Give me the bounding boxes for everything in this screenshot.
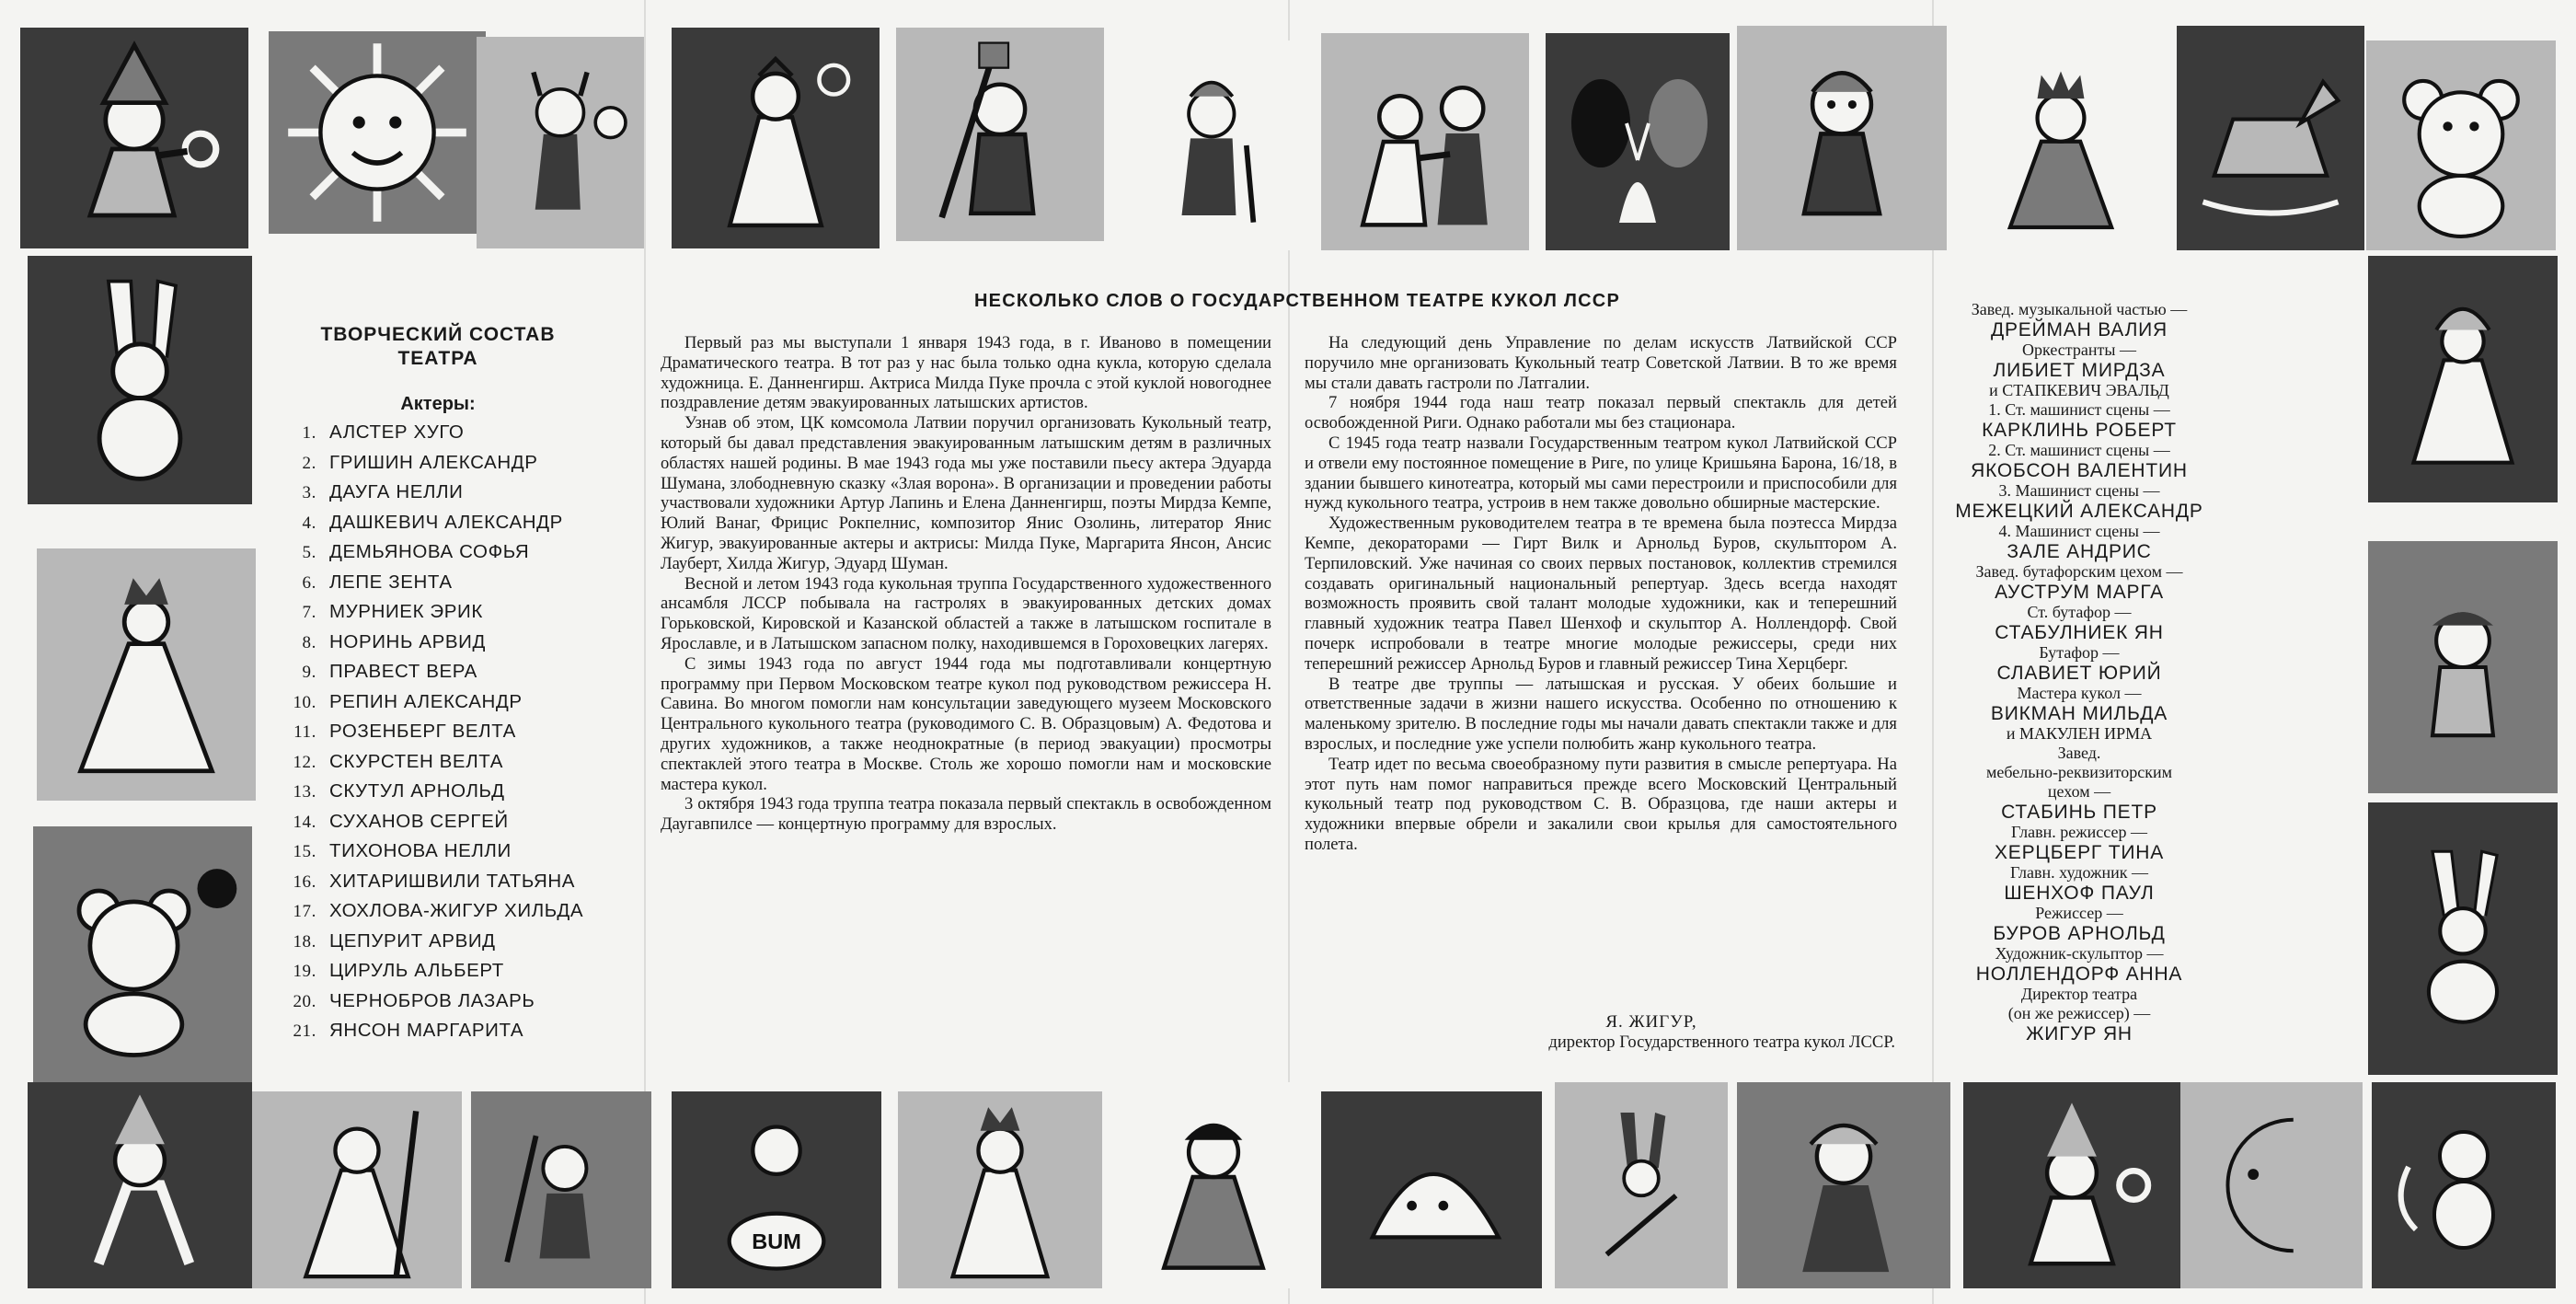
actor-item	[293, 478, 642, 508]
king-with-crown-icon	[1963, 40, 2158, 250]
actor-item	[293, 987, 642, 1017]
actor-item	[293, 717, 642, 747]
actor-name: ДЕМЬЯНОВА СОФЬЯ	[329, 541, 530, 562]
cast-heading-line2: ТЕАТРА	[397, 348, 478, 369]
actor-number: 11.	[293, 722, 316, 742]
article-paragraph: В театре две труппы — латышская и русская. У обеих большие и ответственные задачи в жизни нашего искусства. Особенно по отношению к маленькому зрителю. В последние годы мы начали давать спектакли также и для взрослых, и последние уже успели полюбить жанр кукольного театра.	[1305, 674, 1897, 754]
dancing-couple-icon	[1321, 33, 1529, 250]
actor-name: СКУТУЛ АРНОЛЬД	[329, 780, 505, 802]
faces-with-fountain-icon	[1546, 33, 1730, 250]
actor-number: 9.	[302, 663, 316, 682]
crew-name: МЕЖЕЦКИЙ АЛЕКСАНДР	[1955, 501, 2203, 522]
actor-number: 16.	[293, 871, 316, 892]
actor-item	[293, 837, 642, 867]
article-paragraph: Театр идет по весьма своеобразному пути развития в смысле репертуара. На этот путь нам помог направиться прежде всего Московский Центральный кукольный театр под руководством С. В. Образцова, где наши актеры и художники впервые обрели и закалили свои крылья для самостоятельного полета.	[1305, 754, 1897, 854]
actor-number: 17.	[293, 902, 316, 921]
crew-name: СЛАВИЕТ ЮРИЙ	[1996, 663, 2162, 684]
crew-role: Режиссер —	[2035, 904, 2123, 922]
crew-name: ДРЕЙМАН ВАЛИЯ	[1990, 319, 2168, 340]
crew-role: Ст. бутафор —	[2027, 603, 2132, 621]
crew-role: (он же режиссер) —	[2007, 1004, 2151, 1022]
article-paragraph: Узнав об этом, ЦК комсомола Латвии поручил организовать Кукольный театр, который бы давал представления эвакуированным латышским детям в различных областях нашей родины. В мае 1943 года мы уже поставили пьесу актера Эдуарда Шумана, злободневную сказку «Злая ворона». В организации и проведении работы участвовали художники Артур Лапинь и Елена Данненгирш, поэты Мирдза Кемпе, Юлий Ванаг, Фрицис Рокпелнис, композитор Янис Озолинь, литератор Янис Жигур, эвакуированные актеры и актрисы: Милда Пуке, Маргарита Янсон, Ансис Лауберт, Хилда Жигур, Эдуард Шуман.	[661, 413, 1271, 573]
actor-number: 2.	[302, 453, 316, 473]
actor-number: 18.	[293, 931, 316, 952]
crew-role: 3. Машинист сцены —	[1998, 481, 2160, 500]
actor-name: ЛЕПЕ ЗЕНТА	[329, 571, 453, 593]
actors-label: Актеры:	[400, 394, 476, 414]
crew-role: и СТАПКЕВИЧ ЭВАЛЬД	[1989, 381, 2169, 399]
actor-name: ТИХОНОВА НЕЛЛИ	[329, 840, 512, 861]
article-paragraph: Первый раз мы выступали 1 января 1943 года, в г. Иваново в помещении Драматического театра. В тот раз у нас была только одна кукла, которую сделала художница. Е. Данненгирш. Актриса Милда Пуке прочла с этой куклой новогоднее поздравление детям эвакуированных латышских артистов.	[661, 333, 1271, 413]
svg-text:BUM: BUM	[752, 1229, 801, 1254]
crew-name: СТАБУЛНИЕК ЯН	[1995, 622, 2164, 643]
crew-role: Мастера кукол —	[2017, 684, 2142, 702]
crew-role: Завед. музыкальной частью —	[1971, 300, 2188, 318]
doll-in-dress-icon	[1106, 1082, 1321, 1288]
princess-kokoshnik-icon	[2368, 256, 2558, 502]
actor-item	[293, 807, 642, 837]
crew-role: 4. Машинист сцены —	[1998, 522, 2160, 540]
gnome-with-key-icon	[1963, 1082, 2180, 1288]
actor-name: МУРНИЕК ЭРИК	[329, 601, 483, 622]
teddy-bear-icon	[2366, 40, 2556, 250]
article-paragraph: На следующий день Управление по делам искусств Латвийской ССР поручило мне организовать Кукольный театр Советской Латвии. В то же время мы стали давать гастроли по Латгалии.	[1305, 333, 1897, 393]
cast-heading: ТВОРЧЕСКИЙ СОСТАВ	[320, 324, 556, 345]
actor-item	[293, 568, 642, 598]
boy-with-shovel-icon	[471, 1091, 651, 1288]
crew-role: 2. Ст. машинист сцены —	[1988, 441, 2170, 459]
actor-item	[293, 747, 642, 778]
actor-item	[293, 657, 642, 687]
actor-number: 20.	[293, 991, 316, 1011]
rabbit-icon	[28, 256, 252, 504]
crew-role: Завед. бутафорским цехом —	[1975, 562, 2183, 581]
actor-name: СУХАНОВ СЕРГЕЙ	[329, 810, 509, 832]
actor-name: ХИТАРИШВИЛИ ТАТЬЯНА	[329, 870, 576, 892]
actor-item	[293, 448, 642, 479]
article-paragraph: 7 ноября 1944 года наш театр показал первый спектакль для детей освобожденной Риги. Однако работали мы без стационара.	[1305, 393, 1897, 433]
actor-number: 3.	[302, 483, 316, 502]
actor-item	[293, 508, 642, 538]
crew-role: Бутафор —	[2039, 643, 2120, 662]
actor-number: 12.	[293, 752, 316, 772]
article-column-2	[1305, 333, 1897, 855]
crew-role: Оркестранты —	[2022, 340, 2136, 359]
actor-name: ДАШКЕВИЧ АЛЕКСАНДР	[329, 511, 563, 533]
actors-list	[293, 418, 642, 1046]
actor-item	[293, 687, 642, 718]
crew-role: Художник-скульптор —	[1995, 944, 2164, 963]
actor-name: РОЗЕНБЕРГ ВЕЛТА	[329, 721, 516, 742]
actor-name: ХОХЛОВА-ЖИГУР ХИЛЬДА	[329, 900, 584, 921]
knight-with-spear-icon	[252, 1091, 462, 1288]
actor-item	[293, 867, 642, 897]
sun-face-icon	[269, 31, 486, 234]
crew-name: НОЛЛЕНДОРФ АННА	[1975, 964, 2183, 985]
actor-item	[293, 927, 642, 957]
rabbit-with-dots-icon	[2368, 802, 2558, 1075]
clown-running-icon	[28, 1082, 252, 1288]
crew-name: ЗАЛЕ АНДРИС	[2007, 541, 2152, 562]
actor-name: АЛСТЕР ХУГО	[329, 421, 465, 443]
crew-role: и МАКУЛЕН ИРМА	[2006, 724, 2153, 743]
crew-name: ВИКМАН МИЛЬДА	[1990, 703, 2168, 724]
teddy-bear-with-rose-icon	[33, 826, 252, 1082]
actor-item	[293, 1016, 642, 1046]
article-title: НЕСКОЛЬКО СЛОВ О ГОСУДАРСТВЕННОМ ТЕАТРЕ КУКОЛ ЛССР	[974, 291, 1620, 311]
crew-role: 1. Ст. машинист сцены —	[1988, 400, 2170, 419]
crew-role: Завед.	[2057, 744, 2101, 762]
actor-item	[293, 896, 642, 927]
actor-name: ГРИШИН АЛЕКСАНДР	[329, 451, 538, 473]
article-paragraph: С зимы 1943 года по август 1944 года мы подготавливали концертную программу при Первом Московском театре кукол под руководством режиссера Н. Савина. Во многом помогли нам консультации заведующего музеем Московского Центрального кукольного театра (руководимого С. В. Образцовым) А. Федотова и других художников, а также неоднократные (в период эвакуации) просмотры спектаклей этого театра в Москве. Столь же хорошо помогли нам и московские мастера кукол.	[661, 653, 1271, 794]
crew-name: БУРОВ АРНОЛЬД	[1993, 923, 2166, 944]
actor-number: 15.	[293, 842, 316, 861]
actor-name: ЦИРУЛЬ АЛЬБЕРТ	[329, 960, 504, 981]
actor-number: 6.	[302, 572, 316, 593]
crew-name: ХЕРЦБЕРГ ТИНА	[1994, 842, 2165, 863]
actor-name: РЕПИН АЛЕКСАНДР	[329, 690, 523, 712]
girl-doll-icon	[1737, 26, 1947, 250]
moon-face-icon	[2180, 1082, 2363, 1288]
devil-with-orb-icon	[477, 37, 644, 248]
crew-name: СТАБИНЬ ПЕТР	[2001, 802, 2157, 823]
actor-number: 21.	[293, 1021, 316, 1041]
actor-item	[293, 628, 642, 658]
crew-name: ШЕНХОФ ПАУЛ	[2004, 883, 2155, 904]
princess-with-flower-icon	[672, 28, 880, 248]
queen-in-gown-icon	[37, 548, 256, 801]
actor-number: 8.	[302, 632, 316, 652]
article-paragraph: 3 октября 1943 года труппа театра показала первый спектакль в освобожденном Даугавпилсе — концертную программу для взрослых.	[661, 794, 1271, 835]
crew-name: ЛИБИЕТ МИРДЗА	[1993, 360, 2166, 381]
actor-number: 1.	[302, 423, 316, 443]
crew-name: ЯКОБСОН ВАЛЕНТИН	[1971, 460, 2188, 481]
crew-role: цехом —	[2047, 782, 2111, 801]
crew-name: АУСТРУМ МАРГА	[1995, 582, 2164, 603]
actor-item	[293, 956, 642, 987]
actor-item	[293, 537, 642, 568]
crew-name: ЖИГУР ЯН	[2026, 1023, 2133, 1044]
old-man-with-cane-icon	[1121, 40, 1295, 250]
actor-name: ЯНСОН МАРГАРИТА	[329, 1020, 524, 1041]
signature-name: Я. ЖИГУР,	[1605, 1012, 1697, 1032]
boy-with-shovel-icon	[896, 28, 1104, 241]
actor-name: НОРИНЬ АРВИД	[329, 630, 486, 652]
gnome-with-key-icon	[20, 28, 248, 248]
rabbit-with-trumpet-icon	[1555, 1082, 1728, 1288]
rocking-horse-icon	[2177, 26, 2364, 250]
crew-role: Главн. художник —	[2010, 863, 2148, 882]
actor-number: 5.	[302, 543, 316, 562]
crew-name: КАРКЛИНЬ РОБЕРТ	[1982, 420, 2177, 441]
crew-role: мебельно-реквизиторским	[1985, 763, 2173, 781]
article-paragraph: С 1945 года театр назвали Государственным театром кукол Латвийской ССР и отвели ему постоянное помещение в Риге, по улице Кришьяна Барона, 16/18, в здании бывшего кинотеатра, который мы сами перестроили и приспособили для нужд кукольного театра, устроив в нем также довольно обширные мастерские.	[1305, 433, 1897, 514]
drummer-icon	[672, 1091, 881, 1288]
actor-item	[293, 597, 642, 628]
crew-list	[1927, 300, 2231, 1044]
actor-item	[293, 418, 642, 448]
actor-number: 14.	[293, 812, 316, 832]
signature-role: директор Государственного театра кукол ЛССР.	[1548, 1033, 1895, 1052]
article-paragraph: Художественным руководителем театра в те времена была поэтесса Мирдза Кемпе, декораторами — Гирт Вилк и Арнольд Буров, скульптором А. Терпиловский. Уже начиная со своих первых постановок, коллектив стремился создавать оригинальный национальный репертуар. Здесь всегда находят возможность проявить свой талант молодые художники, как и теперешний главный художник театра Павел Шенхоф и скульптор А. Ноллендорф. Свой почерк испробовали в театре многие молодые режиссеры, среди них теперешний режиссер Арнольд Буров и главный режиссер Тина Херцберг.	[1305, 514, 1897, 674]
actor-item	[293, 777, 642, 807]
actor-number: 7.	[302, 603, 316, 622]
actor-name: СКУРСТЕН ВЕЛТА	[329, 750, 503, 772]
actor-number: 19.	[293, 962, 316, 981]
actor-number: 10.	[293, 692, 316, 712]
actor-number: 4.	[302, 513, 316, 533]
crowned-lady-icon	[898, 1091, 1102, 1288]
actor-name: ПРАВЕСТ ВЕРА	[329, 661, 477, 682]
actor-name: ЧЕРНОБРОВ ЛАЗАРЬ	[329, 989, 535, 1011]
hedgehog-icon	[1321, 1091, 1542, 1288]
boy-doll-icon	[2368, 541, 2558, 793]
article-paragraph: Весной и летом 1943 года кукольная труппа Государственного художественного ансамбля ЛССР побывала на гастролях в эвакуированных детских домах Горьковской, Кировской и Казанской областей а также в латышском госпитале в Ярославле, и в Латышском запасном полку, находившемся в Гороховецких лагерях.	[661, 573, 1271, 653]
actor-name: ДАУГА НЕЛЛИ	[329, 481, 464, 502]
actor-name: ЦЕПУРИТ АРВИД	[329, 929, 496, 952]
grandmother-icon	[1737, 1082, 1950, 1288]
crew-role: Директор театра	[2020, 985, 2138, 1003]
article-column-1	[661, 333, 1271, 835]
cupid-icon	[2372, 1082, 2556, 1288]
actor-number: 13.	[293, 782, 316, 802]
crew-role: Главн. режиссер —	[2011, 823, 2147, 841]
